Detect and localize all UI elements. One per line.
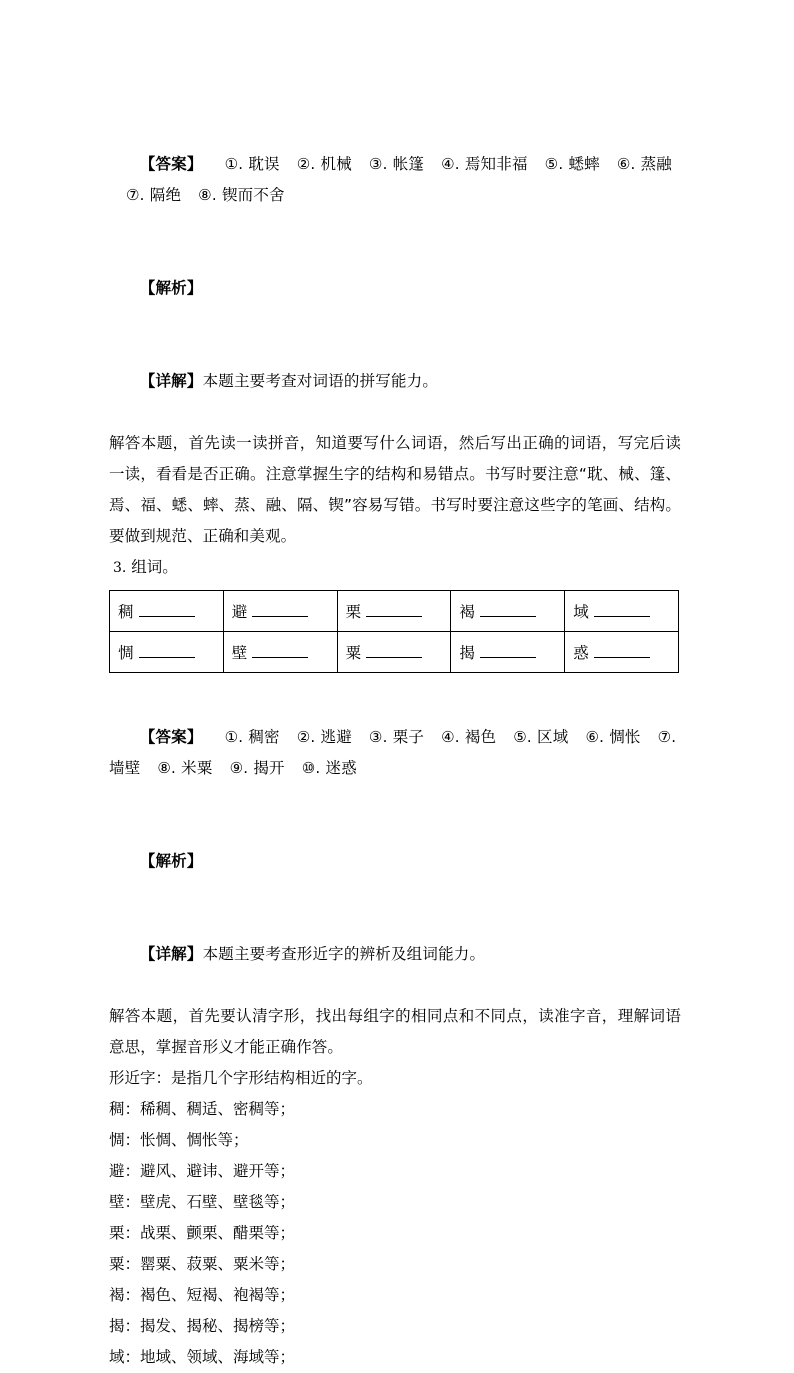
detail-marker-label: 【详解】 (139, 372, 203, 390)
table-cell[interactable] (110, 591, 224, 632)
answer-item-text: 帐篷 (392, 155, 425, 173)
answer-item-number: ①. (224, 155, 244, 173)
explanation-paragraph-1: 解答本题，首先读一读拼音，知道要写什么词语，然后写出正确的词语，写完后读一读，看看是否正确。注意掌握生字的结构和易错点。书写时要注意“耽、械、篷、焉、福、蟋、蟀、蒸、融、隔、锲”容易写错。书写时要注意这些字的笔画、结构。要做到规范、正确和美观。 (109, 434, 681, 545)
answer-blank[interactable] (594, 603, 650, 617)
answer-marker: 【答案】 (139, 728, 203, 746)
detail-text: 本题主要考查对词语的拼写能力。 (202, 372, 439, 390)
detail-marker-label: 【详解】 (139, 945, 203, 963)
table-row (110, 591, 679, 632)
explanation-paragraph-2: 解答本题，首先要认清字形，找出每组字的相同点和不同点，读准字音，理解词语意思，掌握音形义才能正确作答。 (109, 1007, 681, 1056)
answer-item-text: 稠密 (248, 728, 280, 746)
answer-item-text: 区域 (537, 728, 569, 746)
question-number: 3. (113, 560, 127, 576)
table-cell-char: 避 (231, 603, 248, 621)
table-cell-char: 粟 (345, 644, 362, 662)
explanation-item: 壁：壁虎、石壁、壁毯等； (109, 1193, 296, 1211)
answer-item-text: 蟋蟀 (568, 155, 600, 173)
answer-item-text: 米粟 (181, 759, 213, 777)
table-cell-char: 壁 (231, 644, 248, 662)
answer-blank[interactable] (366, 603, 422, 617)
table-cell-char: 褐 (459, 603, 475, 621)
answer-item-text: 耽误 (248, 155, 280, 173)
table-cell[interactable] (337, 632, 451, 673)
explanation-item: 稠：稀稠、稠适、密稠等； (109, 1100, 296, 1118)
answer-block-2 (109, 691, 681, 815)
table-cell-char: 揭 (459, 644, 475, 662)
answer-item-number: ⑦. (126, 186, 145, 204)
table-cell-char: 域 (573, 603, 589, 621)
question-text: 组词。 (131, 558, 178, 576)
analysis-marker-2 (109, 815, 681, 908)
table-cell[interactable] (337, 591, 451, 632)
detail-text: 本题主要考查形近字的辨析及组词能力。 (202, 945, 486, 963)
explanation-item: 避：避风、避讳、避开等； (109, 1162, 296, 1180)
answer-item-text: 迷惑 (325, 759, 357, 777)
answer-marker: 【答案】 (139, 155, 203, 173)
answer-blank[interactable] (366, 644, 422, 658)
explanation-item: 褐：褐色、短褐、袍褐等； (109, 1286, 296, 1304)
answer-item-number: ⑧. (198, 186, 217, 204)
answer-item-text: 揭开 (253, 759, 285, 777)
analysis-marker-label: 【解析】 (139, 852, 203, 870)
explanation-item: 栗：战栗、颤栗、醋栗等； (109, 1224, 296, 1242)
detail-block-1 (109, 335, 681, 428)
table-cell[interactable] (565, 632, 679, 673)
answer-item-text: 逃避 (320, 728, 352, 746)
table-cell[interactable] (223, 591, 337, 632)
answer-item-number: ⑨. (229, 759, 249, 777)
answer-item-text: 墙壁 (109, 759, 141, 777)
answer-item-number: ⑩. (301, 759, 321, 777)
answer-item-number: ④. (441, 155, 460, 173)
table-cell-char: 惆 (118, 644, 134, 662)
explanation-item: 域：地域、领域、海域等； (109, 1348, 296, 1366)
answer-item-text: 惆怅 (609, 728, 641, 746)
answer-item-number: ⑥. (585, 728, 605, 746)
answer-item-number: ①. (224, 728, 244, 746)
answer-item-number: ⑥. (616, 155, 636, 173)
explanation-item: 粟：罂粟、菽粟、粟米等； (109, 1255, 296, 1273)
table-cell[interactable] (565, 591, 679, 632)
table-cell[interactable] (451, 591, 565, 632)
detail-block-2 (109, 908, 681, 1001)
answer-item-number: ②. (296, 728, 316, 746)
document-content (109, 118, 681, 1373)
explanation-item: 揭：揭发、揭秘、揭榜等； (109, 1317, 296, 1335)
explanation-item: 惆：怅惆、惆怅等； (109, 1131, 249, 1149)
answer-item-number: ⑧. (157, 759, 177, 777)
answer-item-text: 机械 (320, 155, 352, 173)
answer-item-number: ⑦. (657, 728, 677, 746)
answer-blank[interactable] (480, 603, 536, 617)
character-explanation-list (109, 1063, 681, 1373)
explanation-item: 形近字：是指几个字形结构相近的字。 (109, 1069, 373, 1087)
table-cell[interactable] (223, 632, 337, 673)
answer-item-number: ④. (441, 728, 460, 746)
question-3 (109, 552, 681, 584)
answer-item-text: 隔绝 (149, 186, 182, 204)
answer-item-number: ⑤. (544, 155, 564, 173)
answer-blank[interactable] (139, 644, 195, 658)
answer-blank[interactable] (252, 603, 308, 617)
answer-block-1 (109, 118, 681, 242)
answer-blank[interactable] (252, 644, 308, 658)
table-cell-char: 栗 (345, 603, 362, 621)
answer-item-number: ②. (296, 155, 316, 173)
answer-item-number: ③. (368, 155, 388, 173)
answer-blank[interactable] (594, 644, 650, 658)
answer-item-text: 蒸融 (640, 155, 673, 173)
word-formation-table (109, 590, 679, 673)
table-cell[interactable] (451, 632, 565, 673)
answer-item-text: 栗子 (392, 728, 425, 746)
answer-item-text: 锲而不舍 (221, 186, 285, 204)
answer-blank[interactable] (480, 644, 536, 658)
analysis-marker-1 (109, 242, 681, 335)
answer-item-number: ③. (368, 728, 388, 746)
answer-blank[interactable] (139, 603, 195, 617)
answer-item-number: ⑤. (513, 728, 532, 746)
table-cell-char: 稠 (118, 603, 134, 621)
answer-item-text: 褐色 (464, 728, 497, 746)
analysis-marker-label: 【解析】 (139, 279, 203, 297)
table-cell-char: 惑 (573, 644, 589, 662)
answer-item-text: 焉知非福 (464, 155, 528, 173)
table-cell[interactable] (110, 632, 224, 673)
table-row (110, 632, 679, 673)
